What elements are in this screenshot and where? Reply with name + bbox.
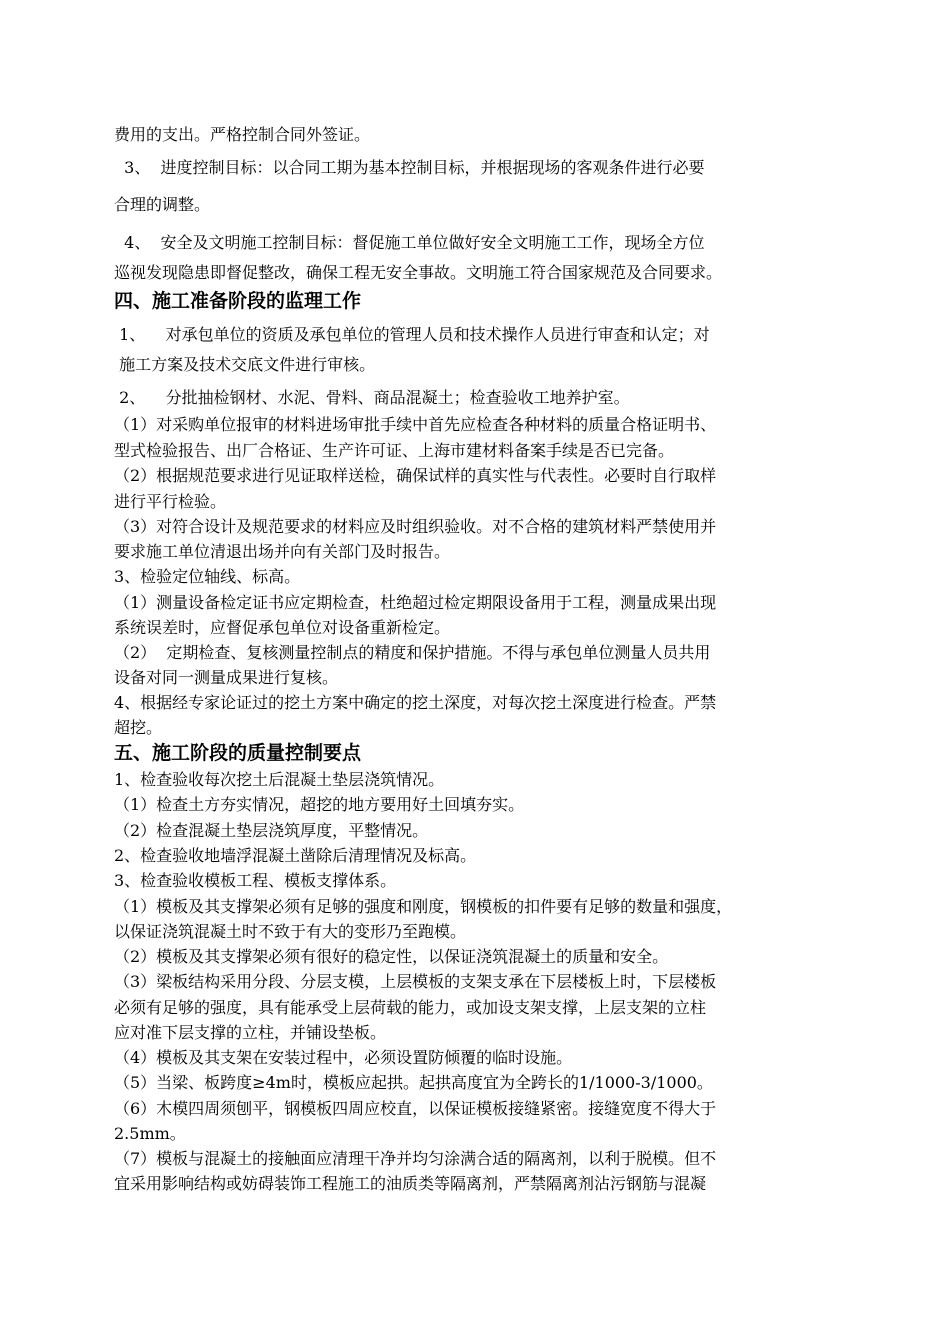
paragraph-line: 宜采用影响结构或妨碍装饰工程施工的油质类等隔离剂，严禁隔离剂沾污钢筋与混凝 xyxy=(114,1174,707,1193)
paragraph-line: （4）模板及其支架在安装过程中，必须设置防倾覆的临时设施。 xyxy=(114,1048,573,1067)
section-heading: 四、施工准备阶段的监理工作 xyxy=(114,290,362,312)
paragraph-line: （2）检查混凝土垫层浇筑厚度，平整情况。 xyxy=(114,821,429,840)
paragraph-line: 3、 进度控制目标：以合同工期为基本控制目标，并根据现场的客观条件进行必要 xyxy=(114,158,705,177)
paragraph-line: 以保证浇筑混凝土时不致于有大的变形乃至跑模。 xyxy=(114,922,467,941)
paragraph-line: （1）测量设备检定证书应定期检查，杜绝超过检定期限设备用于工程，测量成果出现 xyxy=(114,593,717,612)
paragraph-line: 4、根据经专家论证过的挖土方案中确定的挖土深度，对每次挖土深度进行检查。严禁 xyxy=(114,693,717,712)
paragraph-line: 系统误差时，应督促承包单位对设备重新检定。 xyxy=(114,618,451,637)
paragraph-line: （1）模板及其支撑架必须有足够的强度和刚度，钢模板的扣件要有足够的数量和强度， xyxy=(114,897,733,916)
paragraph-line: 2.5mm。 xyxy=(114,1124,186,1143)
paragraph-line: 必须有足够的强度，具有能承受上层荷载的能力，或加设支架支撑，上层支架的立柱 xyxy=(114,998,707,1017)
paragraph-line: 设备对同一测量成果进行复核。 xyxy=(114,668,339,687)
paragraph-line: 4、 安全及文明施工控制目标：督促施工单位做好安全文明施工工作，现场全方位 xyxy=(114,233,705,252)
paragraph-line: 合理的调整。 xyxy=(114,195,211,214)
paragraph-line: 巡视发现隐患即督促整改，确保工程无安全事故。文明施工符合国家规范及合同要求。 xyxy=(114,263,723,282)
paragraph-line: 2、 分批抽检钢材、水泥、骨料、商品混凝土；检查验收工地养护室。 xyxy=(114,388,630,407)
paragraph-line: （6）木模四周须刨平，钢模板四周应校直，以保证模板接缝紧密。接缝宽度不得大于 xyxy=(114,1099,717,1118)
paragraph-line: （3）对符合设计及规范要求的材料应及时组织验收。对不合格的建筑材料严禁使用并 xyxy=(114,517,717,536)
paragraph-line: 型式检验报告、出厂合格证、生产许可证、上海市建材料备案手续是否已完备。 xyxy=(114,441,675,460)
paragraph-line: （5）当梁、板跨度≥4m时，模板应起拱。起拱高度宜为全跨长的1/1000-3/1000。 xyxy=(114,1073,713,1092)
section-heading: 五、施工阶段的质量控制要点 xyxy=(114,742,362,764)
paragraph-line: （1）对采购单位报审的材料进场审批手续中首先应检查各种材料的质量合格证明书、 xyxy=(114,415,717,434)
paragraph-line: （7）模板与混凝土的接触面应清理干净并均匀涂满合适的隔离剂，以利于脱模。但不 xyxy=(114,1149,717,1168)
paragraph-line: （2） 定期检查、复核测量控制点的精度和保护措施。不得与承包单位测量人员共用 xyxy=(114,643,711,662)
paragraph-line: 应对准下层支撑的立柱，并铺设垫板。 xyxy=(114,1023,387,1042)
paragraph-line: （2）根据规范要求进行见证取样送检，确保试样的真实性与代表性。必要时自行取样 xyxy=(114,466,717,485)
paragraph-line: 超挖。 xyxy=(114,718,163,737)
paragraph-line: 费用的支出。严格控制合同外签证。 xyxy=(114,125,371,144)
paragraph-line: （2）模板及其支撑架必须有很好的稳定性，以保证浇筑混凝土的质量和安全。 xyxy=(114,947,669,966)
paragraph-line: 3、检查验收模板工程、模板支撑体系。 xyxy=(114,871,397,890)
paragraph-line: （1）检查土方夯实情况，超挖的地方要用好土回填夯实。 xyxy=(114,795,525,814)
paragraph-line: （3）梁板结构采用分段、分层支模，上层模板的支架支承在下层楼板上时，下层楼板 xyxy=(114,972,717,991)
paragraph-line: 进行平行检验。 xyxy=(114,492,227,511)
paragraph-line: 2、检查验收地墙浮混凝土凿除后清理情况及标高。 xyxy=(114,846,477,865)
paragraph-line: 要求施工单位清退出场并向有关部门及时报告。 xyxy=(114,542,451,561)
paragraph-line: 3、检验定位轴线、标高。 xyxy=(114,567,301,586)
paragraph-line: 1、 对承包单位的资质及承包单位的管理人员和技术操作人员进行审查和认定；对 xyxy=(114,325,710,344)
paragraph-line: 施工方案及技术交底文件进行审核。 xyxy=(114,355,376,374)
paragraph-line: 1、检查验收每次挖土后混凝土垫层浇筑情况。 xyxy=(114,770,445,789)
